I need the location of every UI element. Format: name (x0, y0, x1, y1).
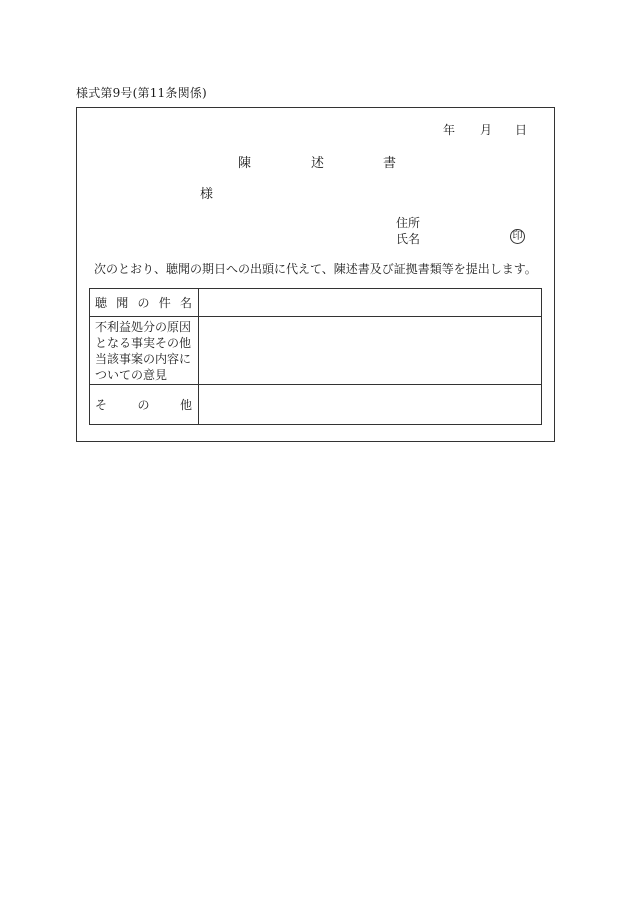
table-row (90, 385, 542, 425)
label-char: そ (95, 398, 108, 412)
details-table (89, 288, 542, 425)
table-row (90, 289, 542, 317)
document-title-char-1: 陳 (238, 156, 252, 171)
date-month-label: 月 (480, 123, 493, 137)
document-title-char-2: 述 (311, 156, 325, 171)
label-char: の (137, 398, 150, 412)
label-line: ついての意見 (95, 367, 168, 382)
seal-mark-icon: 印 (510, 229, 525, 244)
label-char: 名 (179, 296, 192, 310)
label-char: 他 (179, 398, 192, 412)
other-field[interactable] (199, 385, 542, 425)
label-line: となる事実その他 (95, 335, 192, 350)
statement-text: 次のとおり、聴聞の期日への出頭に代えて、陳述書及び証拠書類等を提出します。 (94, 262, 537, 276)
other-label (90, 385, 199, 425)
hearing-subject-field[interactable] (199, 289, 542, 317)
hearing-subject-label (90, 289, 199, 317)
addressee-honorific: 様 (200, 187, 214, 202)
opinion-label (90, 317, 199, 385)
opinion-field[interactable] (199, 317, 542, 385)
address-label: 住所 (396, 216, 421, 230)
name-label: 氏名 (396, 232, 421, 246)
label-char: 聴 (95, 296, 108, 310)
label-line: 不利益処分の原因 (95, 319, 192, 334)
date-day-label: 日 (515, 123, 528, 137)
table-row (90, 317, 542, 385)
label-line: 当該事案の内容に (95, 351, 192, 366)
label-char: 聞 (116, 296, 129, 310)
document-title-char-3: 書 (383, 156, 397, 171)
form-number: 様式第9号(第11条関係) (76, 86, 207, 100)
label-char: 件 (158, 296, 171, 310)
date-year-label: 年 (443, 123, 456, 137)
label-char: の (137, 296, 150, 310)
